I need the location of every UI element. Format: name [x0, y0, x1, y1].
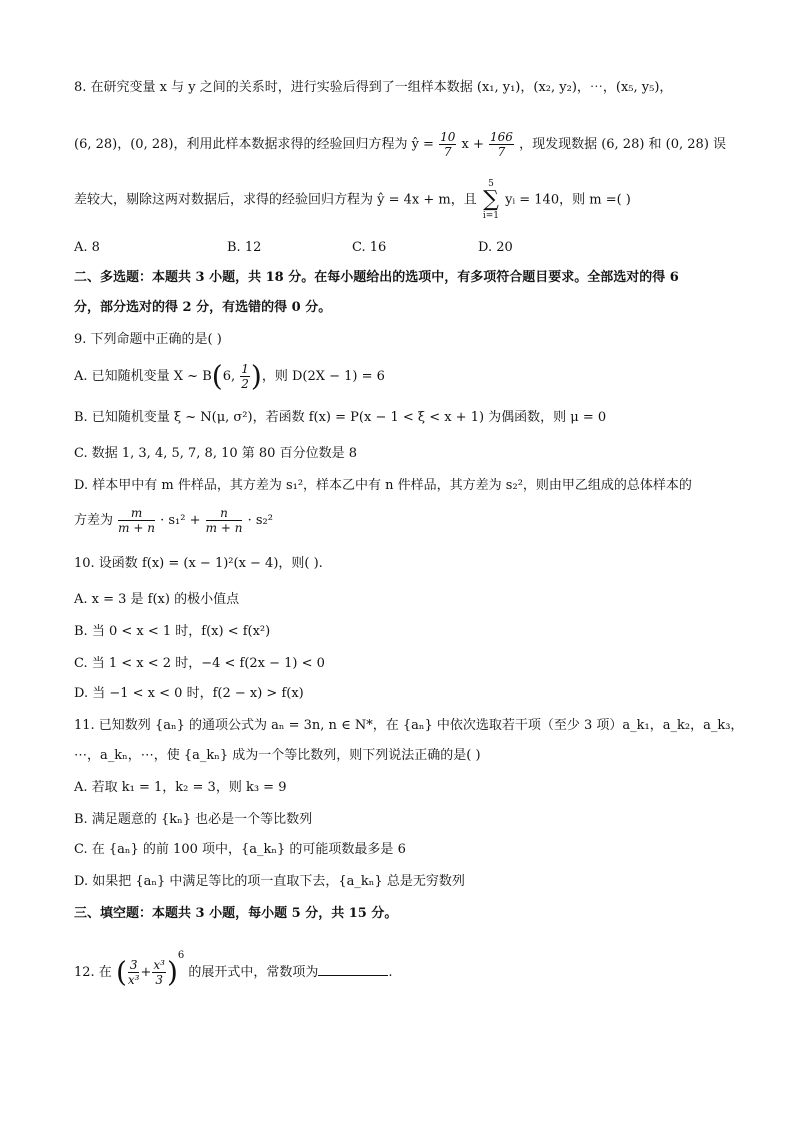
- answer-blank[interactable]: [318, 961, 388, 976]
- q11-option-a: A. 若取 k₁ = 1，k₂ = 3，则 k₃ = 9: [74, 780, 287, 795]
- frac-numerator: n: [206, 506, 243, 521]
- sigma-glyph: ∑: [483, 187, 499, 212]
- q10-option-a: A. x = 3 是 f(x) 的极小值点: [74, 592, 240, 607]
- q9-d2-mid: · s₁² +: [160, 513, 201, 528]
- q8-fraction-10-7: [439, 130, 456, 159]
- q11-option-b: B. 满足题意的 {kₙ} 也必是一个等比数列: [74, 812, 313, 827]
- q9-option-b: B. 已知随机变量 ξ ~ N(μ, σ²)，若函数 f(x) = P(x − 1 < ξ < x + 1) 为偶函数，则 μ = 0: [74, 410, 607, 425]
- summation-symbol: [483, 179, 499, 221]
- q10-option-d: D. 当 −1 < x < 0 时，f(2 − x) > f(x): [74, 686, 304, 701]
- frac-denominator: 7: [497, 145, 506, 159]
- frac-numerator: 166: [490, 130, 513, 144]
- frac-denominator: 2: [241, 377, 249, 391]
- q9-option-a: [74, 359, 385, 393]
- q8-line2b: x +: [461, 137, 484, 152]
- q9-a-inner: 6,: [222, 369, 236, 384]
- q8-line3: [74, 179, 631, 221]
- left-paren: (: [115, 955, 127, 989]
- q9-option-d-line1: D. 样本甲中有 m 件样品，其方差为 s₁²，样本乙中有 n 件样品，其方差为 s₂²，则由甲乙组成的总体样本的: [74, 478, 692, 493]
- q9-fraction-1-2: [240, 362, 250, 391]
- frac-denominator: x³: [127, 973, 140, 987]
- section3-heading: 三、填空题：本题共 3 小题，每小题 5 分，共 15 分。: [74, 906, 398, 921]
- q9-a-post: ，则 D(2X − 1) = 6: [261, 369, 385, 384]
- q9-option-c: C. 数据 1, 3, 4, 5, 7, 8, 10 第 80 百分位数是 8: [74, 446, 357, 461]
- q12-fraction-3-x3: [128, 958, 140, 987]
- q12-pre: 12. 在: [74, 965, 112, 980]
- q12-exponent: 6: [177, 950, 185, 961]
- q12-line: [74, 946, 393, 987]
- q8-option-c: C. 16: [352, 240, 387, 255]
- q8-option-b: B. 12: [227, 240, 262, 255]
- q9-d2-pre: 方差为: [74, 513, 114, 528]
- q8-line1: 8. 在研究变量 x 与 y 之间的关系时，进行实验后得到了一组样本数据 (x₁, y₁)，(x₂, y₂)，⋯，(x₅, y₅)，: [74, 80, 673, 95]
- section2-heading-line1: 二、多选题：本题共 3 小题，共 18 分。在每小题给出的选项中，有多项符合题目要求。全部选对的得 6: [74, 270, 679, 285]
- frac-denominator: m + n: [205, 521, 243, 535]
- q12-fraction-x3-3: [152, 958, 166, 987]
- frac-numerator: 10: [440, 130, 456, 144]
- q11-option-c: C. 在 {aₙ} 的前 100 项中，{a_kₙ} 的可能项数最多是 6: [74, 842, 406, 857]
- right-paren: ): [166, 955, 178, 989]
- q9-fraction-m: [118, 506, 155, 535]
- frac-denominator: m + n: [118, 521, 155, 535]
- q10-option-b: B. 当 0 < x < 1 时，f(x) < f(x²): [74, 624, 271, 639]
- q11-line1: 11. 已知数列 {aₙ} 的通项公式为 aₙ = 3n, n ∈ N*，在 {aₙ} 中依次选取若干项（至少 3 项）a_k₁，a_k₂，a_k₃，: [74, 718, 744, 733]
- q8-option-d: D. 20: [478, 240, 513, 255]
- q9-a-pre: A. 已知随机变量 X ~ B: [74, 369, 212, 384]
- sum-upper: 5: [488, 179, 494, 189]
- q10-stem: 10. 设函数 f(x) = (x − 1)²(x − 4)，则( ).: [74, 556, 323, 571]
- frac-numerator: 3: [129, 958, 138, 972]
- q11-option-d: D. 如果把 {aₙ} 中满足等比的项一直取下去，{a_kₙ} 总是无穷数列: [74, 874, 465, 889]
- frac-numerator: x³: [153, 958, 165, 972]
- q11-line2: ⋯，a_kₙ，⋯，使 {a_kₙ} 成为一个等比数列，则下列说法正确的是( ): [74, 748, 481, 763]
- q8-option-a: A. 8: [74, 240, 100, 255]
- frac-denominator: 7: [443, 145, 452, 159]
- q12-end: .: [388, 965, 393, 980]
- q10-option-c: C. 当 1 < x < 2 时，−4 < f(2x − 1) < 0: [74, 656, 325, 671]
- frac-numerator: 1: [241, 362, 249, 376]
- q8-line2: [74, 130, 726, 159]
- left-paren: (: [211, 359, 223, 393]
- q9-fraction-n: [206, 506, 243, 535]
- q8-fraction-166-7: [489, 130, 514, 159]
- frac-numerator: m: [118, 506, 155, 521]
- q8-line3b: yᵢ = 140，则 m =( ): [505, 192, 631, 208]
- q8-line3a: 差较大，剔除这两对数据后，求得的经验回归方程为 ŷ = 4x + m，且: [74, 192, 477, 208]
- q8-line2a: (6, 28)，(0, 28)，利用此样本数据求得的经验回归方程为 ŷ =: [74, 137, 434, 152]
- q12-post: 的展开式中，常数项为: [188, 965, 319, 980]
- section2-heading-line2: 分，部分选对的得 2 分，有选错的得 0 分。: [74, 300, 332, 315]
- q9-stem: 9. 下列命题中正确的是( ): [74, 332, 222, 347]
- frac-denominator: 3: [155, 973, 163, 987]
- q8-line2c: ，现发现数据 (6, 28) 和 (0, 28) 误: [519, 137, 727, 152]
- q9-d2-post: · s₂²: [247, 513, 273, 528]
- sum-lower: i=1: [482, 211, 500, 221]
- right-paren: ): [250, 359, 262, 393]
- q9-option-d-line2: [74, 506, 273, 535]
- q12-plus: +: [140, 965, 152, 980]
